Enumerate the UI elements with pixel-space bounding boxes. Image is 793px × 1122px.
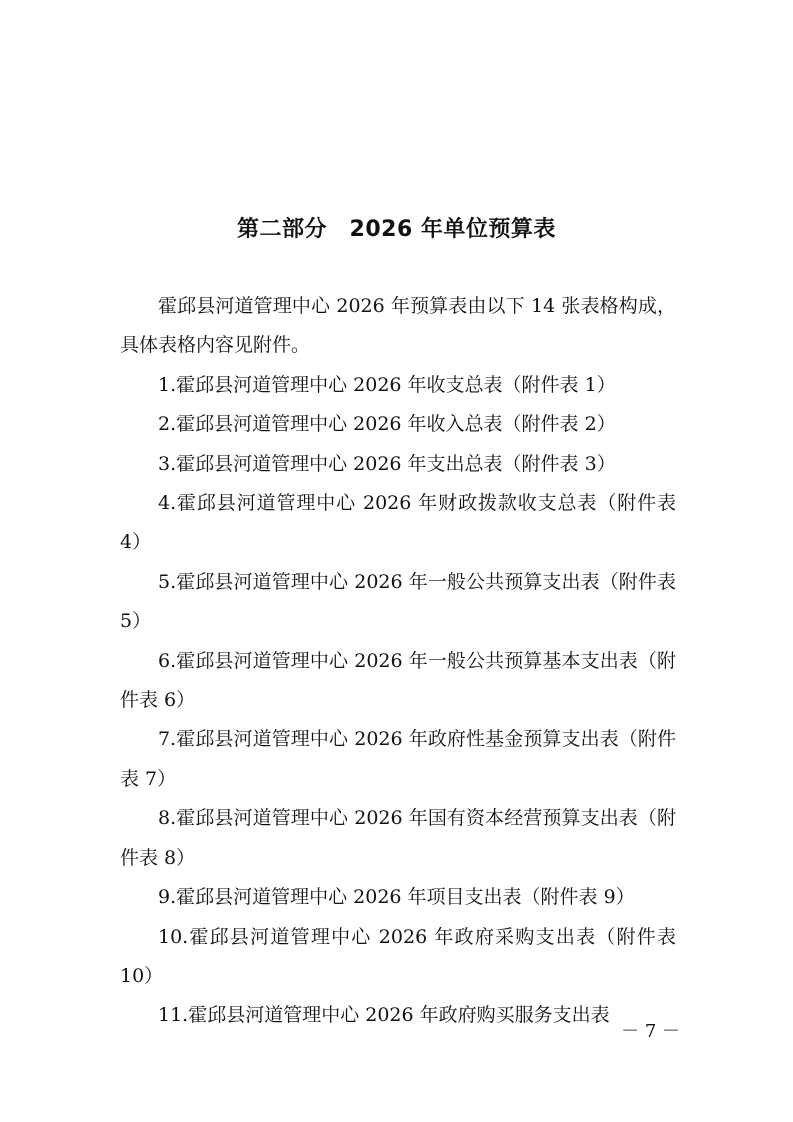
list-item-9: 9.霍邱县河道管理中心 2026 年项目支出表（附件表 9）	[158, 886, 635, 909]
list-item-6: 6.霍邱县河道管理中心 2026 年一般公共预算基本支出表（附件表 6）	[120, 649, 676, 712]
list-item-1: 1.霍邱县河道管理中心 2026 年收支总表（附件表 1）	[158, 373, 616, 396]
list-item-5: 5.霍邱县河道管理中心 2026 年一般公共预算支出表（附件表 5）	[120, 570, 676, 633]
section-heading: 第二部分 2026 年单位预算表	[237, 217, 556, 242]
list-item-10: 10.霍邱县河道管理中心 2026 年政府采购支出表（附件表 10）	[120, 925, 676, 987]
list-item-2: 2.霍邱县河道管理中心 2026 年收入总表（附件表 2）	[158, 413, 616, 436]
intro-paragraph: 霍邱县河道管理中心 2026 年预算表由以下 14 张表格构成，具体表格内容见附件。	[120, 295, 676, 357]
list-item-11: 11.霍邱县河道管理中心 2026 年政府购买服务支出表	[158, 1004, 610, 1027]
page-number: － 7 －	[621, 1021, 680, 1042]
list-item-8: 8.霍邱县河道管理中心 2026 年国有资本经营预算支出表（附件表 8）	[120, 807, 676, 869]
list-item-3: 3.霍邱县河道管理中心 2026 年支出总表（附件表 3）	[158, 452, 616, 475]
body-text	[120, 287, 676, 1036]
list-item-4: 4.霍邱县河道管理中心 2026 年财政拨款收支总表（附件表 4）	[120, 492, 676, 554]
list-item-7: 7.霍邱县河道管理中心 2026 年政府性基金预算支出表（附件表 7）	[120, 728, 676, 790]
